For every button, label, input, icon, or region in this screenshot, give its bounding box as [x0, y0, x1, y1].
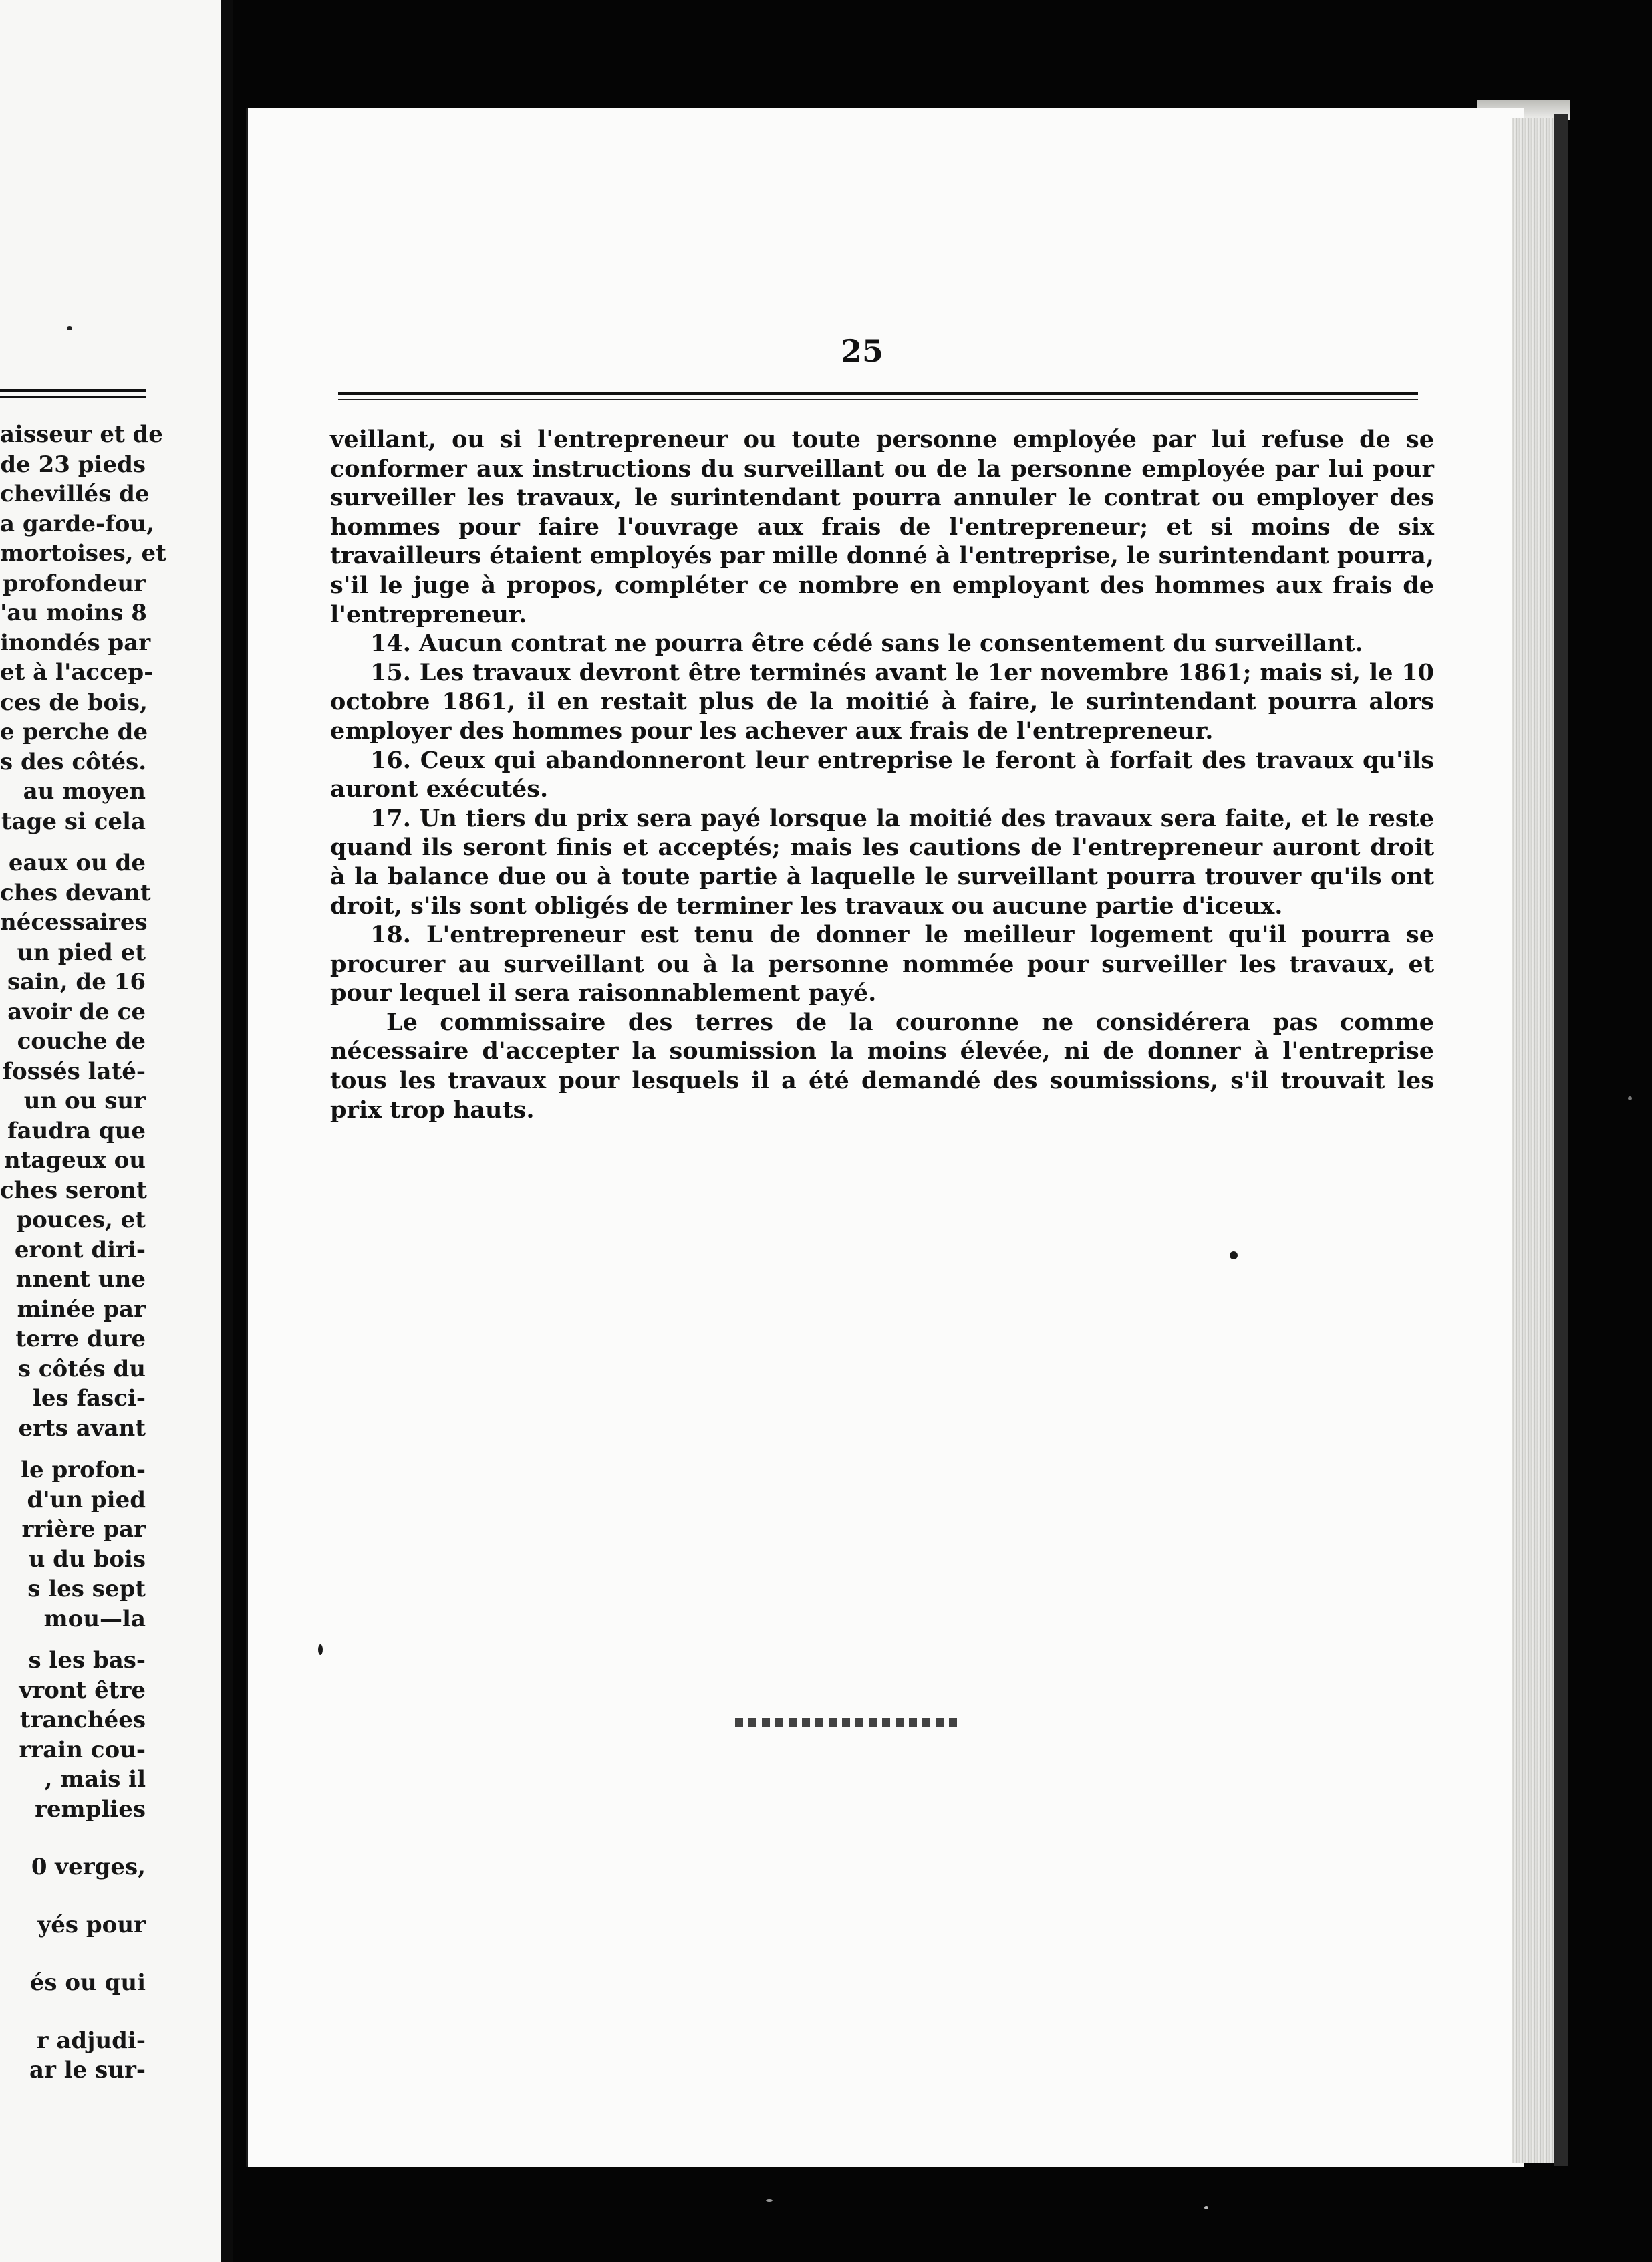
book-gutter	[221, 0, 233, 2262]
left-text-line: inondés par	[0, 629, 151, 656]
article-17: 17. Un tiers du prix sera payé lorsque la moitié des travaux sera faite, et le reste quand ils seront finis et acceptés; mais les cautions de l'entrepreneur auront droit à la balance due ou à toute partie à laquelle le surveillant pourra trouver qu'ils ont droit, s'ils sont obligés de terminer les travaux ou aucune partie d'iceux.	[330, 804, 1434, 920]
left-text-line: au moyen	[23, 778, 146, 805]
left-text-line: , mais il	[44, 1766, 146, 1793]
main-page	[246, 108, 1524, 2167]
left-text-line: fossés laté-	[2, 1057, 146, 1085]
ink-dot	[67, 326, 72, 330]
left-text-line: ntageux ou	[3, 1147, 146, 1174]
left-text-line: és ou qui	[29, 1969, 146, 1996]
left-text-line: a garde-fou,	[0, 510, 154, 537]
dust-speck	[766, 2199, 773, 2202]
page-stack-shadow	[1554, 114, 1568, 2166]
header-rule-thin	[338, 399, 1418, 400]
left-text-line: yés pour	[37, 1911, 146, 1938]
left-text-line: aisseur et de	[0, 421, 163, 448]
intro-paragraph: veillant, ou si l'entrepreneur ou toute personne employée par lui refuse de se conformer aux instructions du surveillant ou de la personne employée par lui pour surveiller les travaux, le surintendant pourra annuler le contrat ou employer des hommes pour faire l'ouvrage aux frais de l'entrepreneur; et si moins de six travailleurs étaient employés par mille donné à l'entreprise, le surintendant pourra, s'il le juge à propos, compléter ce nombre en employant des hommes aux frais de l'entrepreneur.	[330, 426, 1434, 628]
left-text-line: d'un pied	[27, 1486, 146, 1513]
left-text-line: couche de	[17, 1028, 146, 1055]
left-text-line: minée par	[17, 1295, 146, 1323]
left-text-line: sain, de 16	[7, 969, 146, 995]
left-text-line: s côtés du	[17, 1355, 146, 1382]
left-text-line: 'au moins 8	[0, 600, 147, 626]
left-text-line: nnent une	[15, 1266, 146, 1293]
left-header-rule-thin	[0, 396, 146, 398]
left-text-line: terre dure	[15, 1326, 146, 1352]
left-text-line: vront être	[19, 1676, 146, 1704]
header-rule-thick	[338, 392, 1418, 395]
left-text-line: avoir de ce	[7, 998, 146, 1025]
left-page-text-column	[0, 420, 166, 2086]
left-text-line: remplies	[35, 1795, 146, 1823]
left-text-line: tranchées	[19, 1707, 146, 1733]
left-text-line: u du bois	[28, 1545, 146, 1573]
left-text-line: mortoises, et	[0, 540, 166, 567]
end-ornament	[735, 1718, 962, 1727]
left-text-line: ches seront	[0, 1176, 147, 1204]
dust-speck	[1628, 1096, 1632, 1100]
article-16: 16. Ceux qui abandonneront leur entreprise le feront à forfait des travaux qu'ils auront exécutés.	[330, 746, 1434, 803]
left-text-line: un pied et	[17, 938, 146, 966]
left-text-line: pouces, et	[16, 1207, 146, 1233]
left-text-line: tage si cela	[1, 807, 146, 835]
left-text-line: e perche de	[0, 719, 148, 745]
left-text-line: r adjudi-	[36, 2027, 146, 2054]
page-stack-edge	[1512, 118, 1554, 2163]
left-text-line: chevillés de	[0, 481, 150, 507]
left-text-line: et à l'accep-	[0, 659, 154, 686]
left-text-line: s les sept	[27, 1576, 146, 1602]
left-text-line: ches devant	[0, 879, 151, 906]
page-number: 25	[840, 333, 883, 369]
closing-paragraph: Le commissaire des terres de la couronne ne considérera pas comme nécessaire d'accepter la soumission la moins élevée, ni de donner à l'entreprise tous les travaux pour lesquels il a été demandé des soumissions, s'il trouvait les prix trop hauts.	[330, 1008, 1434, 1124]
left-text-line: nécessaires	[0, 909, 148, 936]
left-text-line: le profon-	[21, 1457, 146, 1483]
left-text-line: erts avant	[18, 1414, 146, 1442]
left-text-line: mou—la	[43, 1605, 146, 1632]
article-14: 14. Aucun contrat ne pourra être cédé sans le consentement du surveillant.	[370, 630, 1363, 658]
left-text-line: ar le sur-	[29, 2057, 146, 2084]
dust-speck	[1204, 2206, 1208, 2209]
left-text-line: 0 verges,	[31, 1854, 146, 1880]
left-page-fragment	[0, 0, 221, 2262]
left-text-line: un ou sur	[23, 1088, 146, 1114]
article-15: 15. Les travaux devront être terminés avant le 1er novembre 1861; mais si, le 10 octobre 1861, il en restait plus de la moitié à faire, le surintendant pourra alors employer des hommes pour les achever aux frais de l'entrepreneur.	[330, 658, 1434, 745]
left-text-line: rrain cou-	[19, 1736, 146, 1763]
left-text-line: s des côtés.	[0, 748, 147, 775]
left-text-line: ces de bois,	[0, 688, 148, 716]
ink-speck	[318, 1644, 323, 1655]
article-18: 18. L'entrepreneur est tenu de donner le meilleur logement qu'il pourra se procurer au surveillant ou à la personne nommée pour surveiller les travaux, et pour lequel il sera raisonnablement payé.	[330, 921, 1434, 1007]
left-text-line: faudra que	[7, 1117, 146, 1144]
page-body-text	[330, 425, 1434, 1124]
left-text-line: eaux ou de	[8, 850, 146, 876]
ink-speck	[1230, 1251, 1238, 1259]
left-text-line: rrière par	[21, 1516, 146, 1543]
left-header-rule-thick	[0, 389, 146, 392]
left-text-line: s les bas-	[28, 1647, 146, 1674]
left-text-line: eront diri-	[14, 1236, 146, 1263]
left-text-line: profondeur	[2, 570, 146, 597]
left-text-line: de 23 pieds	[0, 451, 146, 478]
left-text-line: les fasci-	[32, 1385, 146, 1412]
